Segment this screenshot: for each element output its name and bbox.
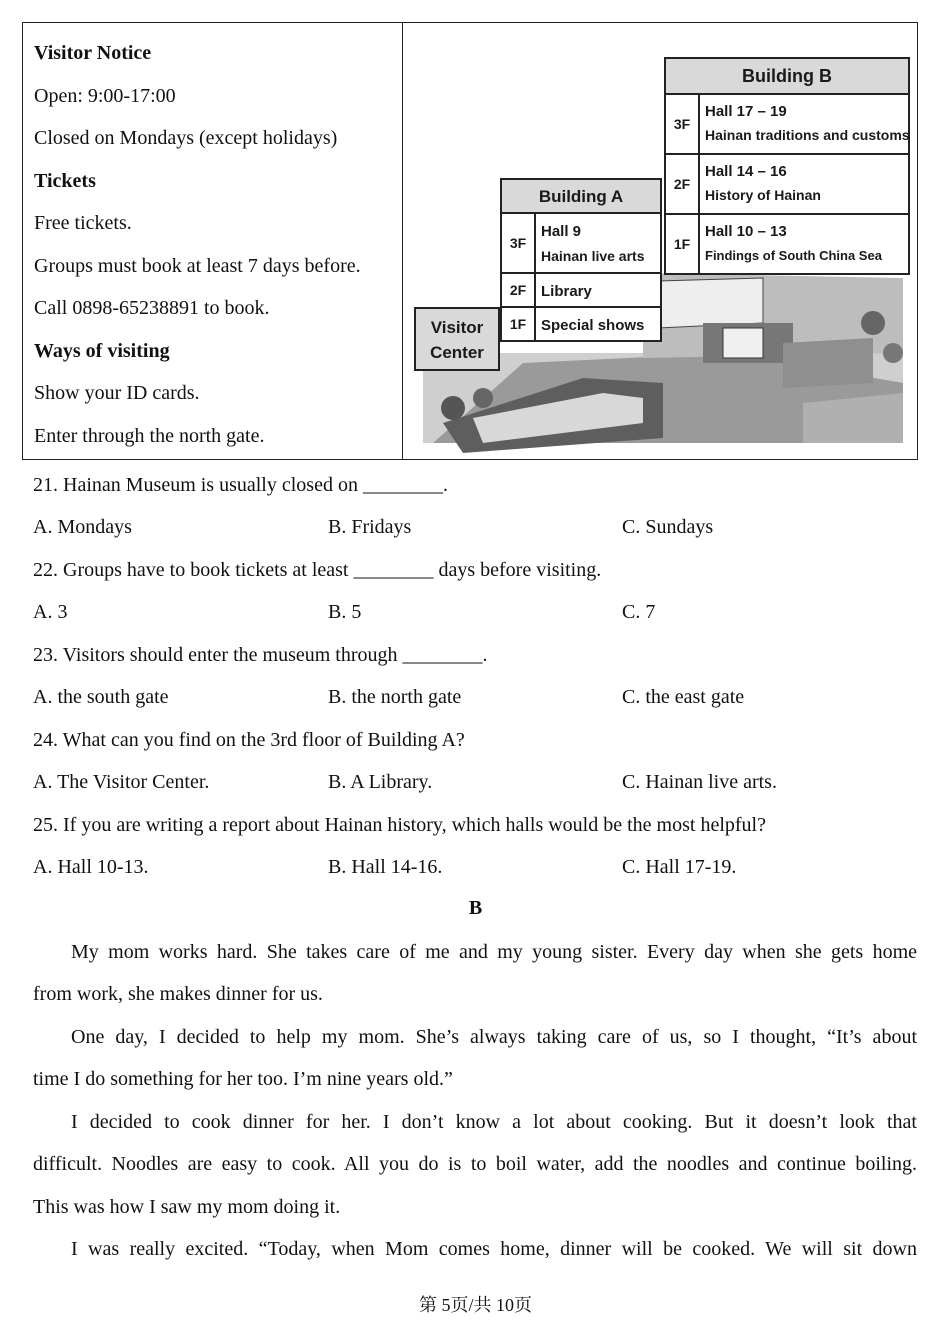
- booking-phone: Call 0898-65238891 to book.: [34, 297, 270, 319]
- building-b-2f-desc: History of Hainan: [705, 187, 821, 203]
- passage-line: difficult. Noodles are easy to cook. All you do is to boil water, add the noodles and continue boiling.: [33, 1153, 917, 1175]
- question-24-option-c: C. Hainan live arts.: [622, 771, 777, 793]
- building-b-legend: [665, 58, 910, 274]
- ways-heading: Ways of visiting: [34, 339, 170, 362]
- question-22: 22. Groups have to book tickets at least ________ days before visiting.: [33, 559, 602, 581]
- passage-line: One day, I decided to help my mom. She’s always taking care of us, so I thought, “It’s about: [71, 1026, 917, 1048]
- question-24-option-b: B. A Library.: [328, 771, 433, 793]
- question-23-option-a: A. the south gate: [33, 686, 169, 708]
- passage-line: This was how I saw my mom doing it.: [33, 1196, 341, 1218]
- museum-map: [403, 23, 917, 459]
- building-b-3f-desc: Hainan traditions and customs: [705, 127, 910, 143]
- question-25: 25. If you are writing a report about Hainan history, which halls would be the most helpful?: [33, 814, 766, 836]
- building-a-title: Building A: [538, 187, 624, 206]
- question-21-option-c: C. Sundays: [622, 516, 714, 538]
- visitor-center-label: [415, 308, 499, 370]
- visitor-notice-table: [22, 22, 918, 460]
- svg-text:Center: Center: [430, 343, 484, 362]
- question-23: 23. Visitors should enter the museum through ________.: [33, 644, 488, 666]
- building-b-3f-label: 3F: [673, 116, 691, 132]
- question-24-option-a: A. The Visitor Center.: [33, 771, 210, 793]
- question-25-option-a: A. Hall 10-13.: [33, 856, 149, 878]
- building-b-1f-hall: Hall 10 – 13: [705, 223, 787, 240]
- building-a-3f-hall: Hall 9: [541, 223, 582, 240]
- opening-hours: Open: 9:00-17:00: [34, 84, 176, 107]
- question-23-option-c: C. the east gate: [622, 686, 745, 708]
- section-title: B: [468, 897, 483, 919]
- passage-line: time I do something for her too. I’m nine years old.”: [33, 1068, 453, 1090]
- group-booking-rule: Groups must book at least 7 days before.: [34, 254, 361, 277]
- building-b-title: Building B: [742, 66, 832, 86]
- svg-text:Visitor: Visitor: [430, 318, 484, 337]
- building-b-2f-hall: Hall 14 – 16: [705, 163, 787, 180]
- passage-line: I was really excited. “Today, when Mom comes home, dinner will be cooked. We will sit down: [71, 1238, 917, 1260]
- building-a-1f-desc: Special shows: [541, 317, 645, 334]
- passage-line: I decided to cook dinner for her. I don’t know a lot about cooking. But it doesn’t look that: [71, 1111, 917, 1133]
- question-24: 24. What can you find on the 3rd floor of Building A?: [33, 729, 465, 751]
- passage-line: My mom works hard. She takes care of me and my young sister. Every day when she gets home: [71, 941, 917, 963]
- ticket-price: Free tickets.: [34, 212, 132, 234]
- question-22-option-a: A. 3: [33, 601, 68, 623]
- tickets-heading: Tickets: [34, 169, 96, 192]
- question-25-option-b: B. Hall 14-16.: [328, 856, 443, 878]
- question-21: 21. Hainan Museum is usually closed on ________.: [33, 474, 448, 496]
- building-a-3f-label: 3F: [509, 235, 527, 251]
- notice-text-column: [23, 23, 403, 459]
- page-number: 第 5页/共 10页: [418, 1295, 532, 1315]
- id-card-rule: Show your ID cards.: [34, 382, 200, 404]
- entrance-rule: Enter through the north gate.: [34, 424, 265, 447]
- museum-map-figure: [403, 23, 917, 459]
- building-b-3f-hall: Hall 17 – 19: [705, 103, 787, 120]
- passage-line: from work, she makes dinner for us.: [33, 983, 323, 1005]
- building-a-legend: [501, 179, 661, 341]
- building-a-2f-label: 2F: [509, 282, 527, 298]
- closed-days: Closed on Mondays (except holidays): [34, 127, 338, 149]
- building-a-2f-desc: Library: [541, 283, 592, 300]
- building-b-1f-desc: Findings of South China Sea: [705, 248, 882, 263]
- question-21-option-a: A. Mondays: [33, 516, 132, 538]
- building-a-3f-desc: Hainan live arts: [541, 248, 645, 264]
- building-b-2f-label: 2F: [673, 176, 691, 192]
- question-21-option-b: B. Fridays: [328, 516, 412, 538]
- question-23-option-b: B. the north gate: [328, 686, 462, 708]
- building-b-1f-label: 1F: [673, 236, 691, 252]
- question-22-option-c: C. 7: [622, 601, 656, 623]
- question-22-option-b: B. 5: [328, 601, 362, 623]
- building-a-1f-label: 1F: [509, 316, 527, 332]
- question-25-option-c: C. Hall 17-19.: [622, 856, 737, 878]
- notice-title: Visitor Notice: [34, 42, 152, 64]
